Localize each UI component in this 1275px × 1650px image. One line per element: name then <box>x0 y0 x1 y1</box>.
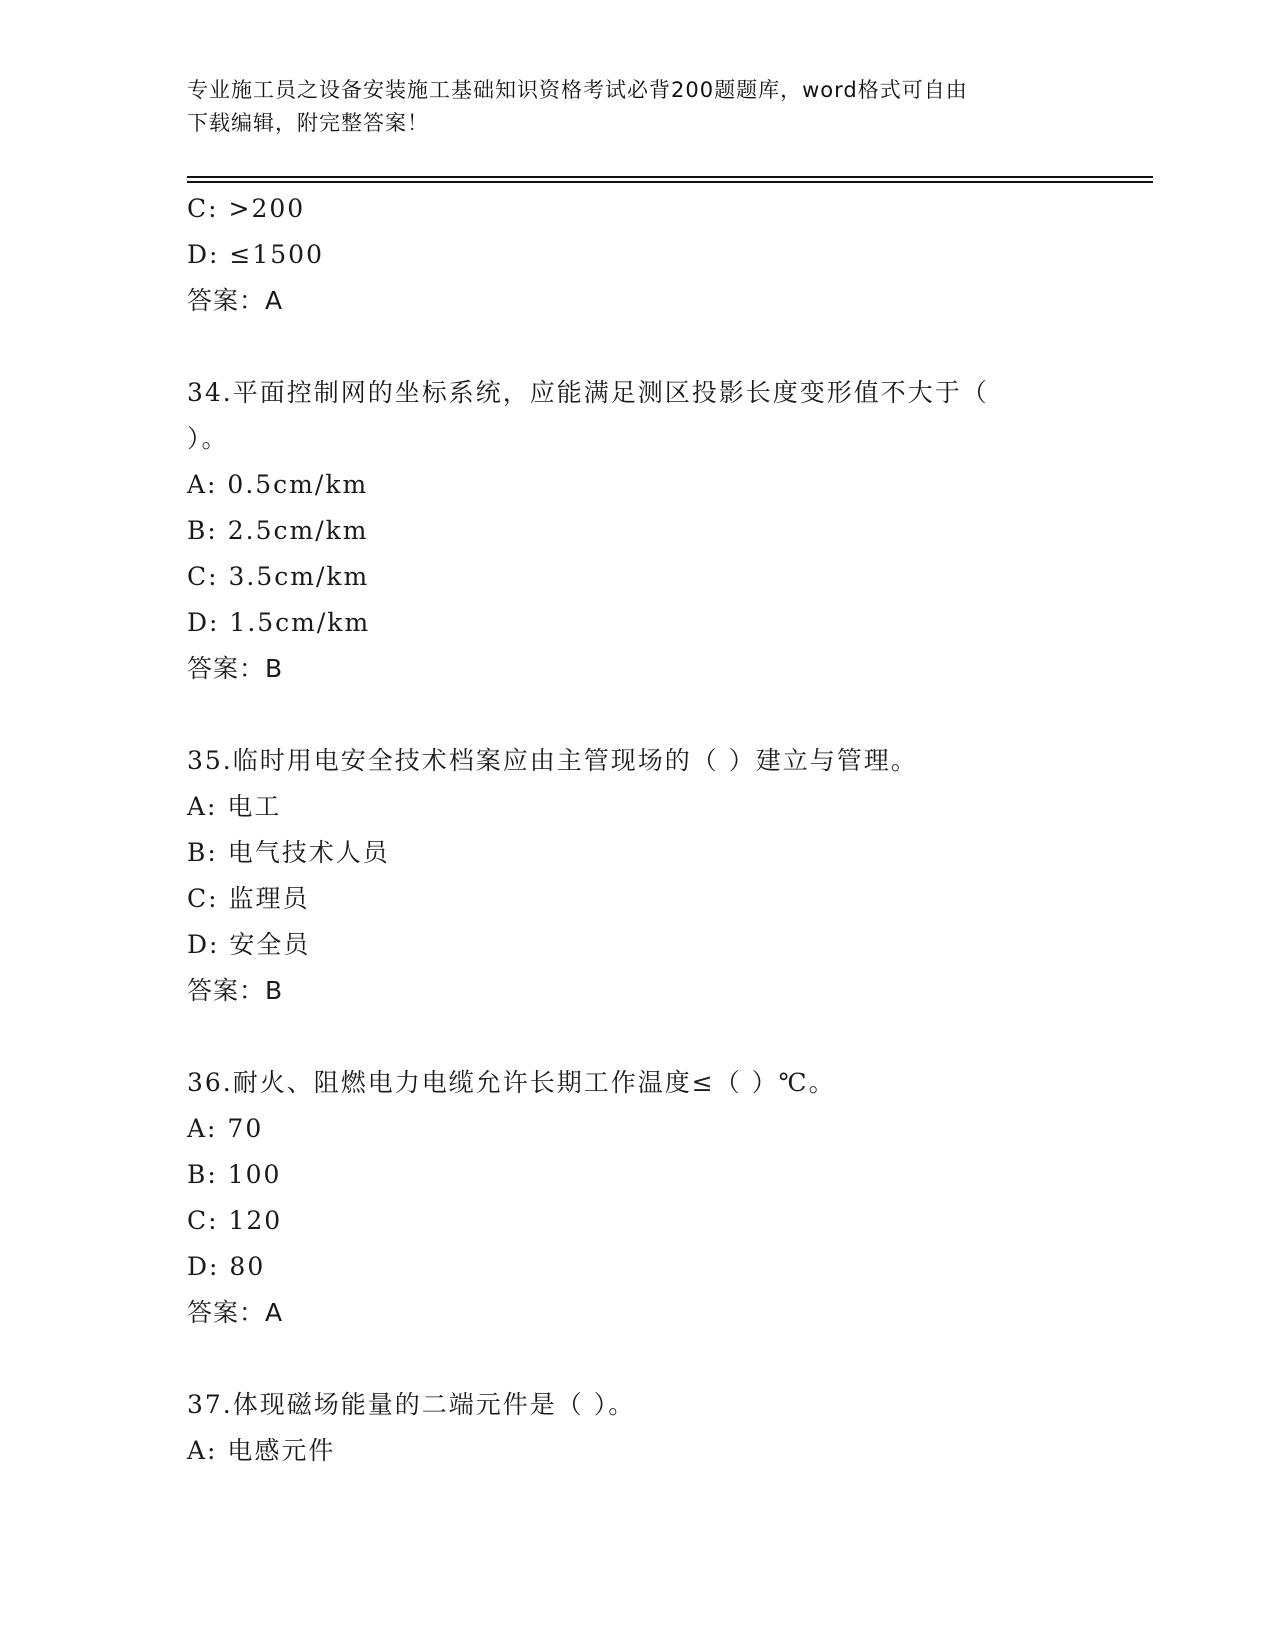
question-stem: 37.体现磁场能量的二端元件是（ ）。 <box>187 1390 636 1419</box>
question-stem: 35.临时用电安全技术档案应由主管现场的（ ）建立与管理。 <box>187 746 918 775</box>
option-b: B: 2.5cm/km <box>187 516 369 545</box>
option-a: A: 电工 <box>187 792 282 821</box>
option-d: D: 安全员 <box>187 930 311 959</box>
option-c: C: 监理员 <box>187 884 310 913</box>
header-divider-top <box>187 176 1153 178</box>
answer: 答案：A <box>187 1298 284 1327</box>
question-34 <box>187 370 1087 692</box>
header-line-2: 下载编辑，附完整答案！ <box>187 111 429 135</box>
question-stem: 36.耐火、阻燃电力电缆允许长期工作温度≤（ ）℃。 <box>187 1068 836 1097</box>
option-c: C: >200 <box>187 194 306 223</box>
question-list <box>187 186 1087 1474</box>
question-35 <box>187 738 1087 1014</box>
answer: 答案：B <box>187 654 284 683</box>
option-a: A: 0.5cm/km <box>187 470 369 499</box>
question-33-continued <box>187 186 1087 324</box>
option-c: C: 120 <box>187 1206 283 1235</box>
header-divider-bottom <box>187 181 1153 183</box>
option-b: B: 电气技术人员 <box>187 838 390 867</box>
option-d: D: 80 <box>187 1252 266 1281</box>
document-header <box>187 74 1087 140</box>
question-37 <box>187 1382 1087 1474</box>
question-stem-continued: ）。 <box>187 424 229 453</box>
option-a: A: 70 <box>187 1114 264 1143</box>
option-d: D: ≤1500 <box>187 240 324 269</box>
option-c: C: 3.5cm/km <box>187 562 370 591</box>
option-a: A: 电感元件 <box>187 1436 336 1465</box>
header-line-1: 专业施工员之设备安装施工基础知识资格考试必背200题题库，word格式可自由 <box>187 78 968 102</box>
question-stem: 34.平面控制网的坐标系统，应能满足测区投影长度变形值不大于（ <box>187 378 989 407</box>
answer: 答案：A <box>187 286 284 315</box>
option-b: B: 100 <box>187 1160 282 1189</box>
answer: 答案：B <box>187 976 284 1005</box>
option-d: D: 1.5cm/km <box>187 608 371 637</box>
question-36 <box>187 1060 1087 1336</box>
